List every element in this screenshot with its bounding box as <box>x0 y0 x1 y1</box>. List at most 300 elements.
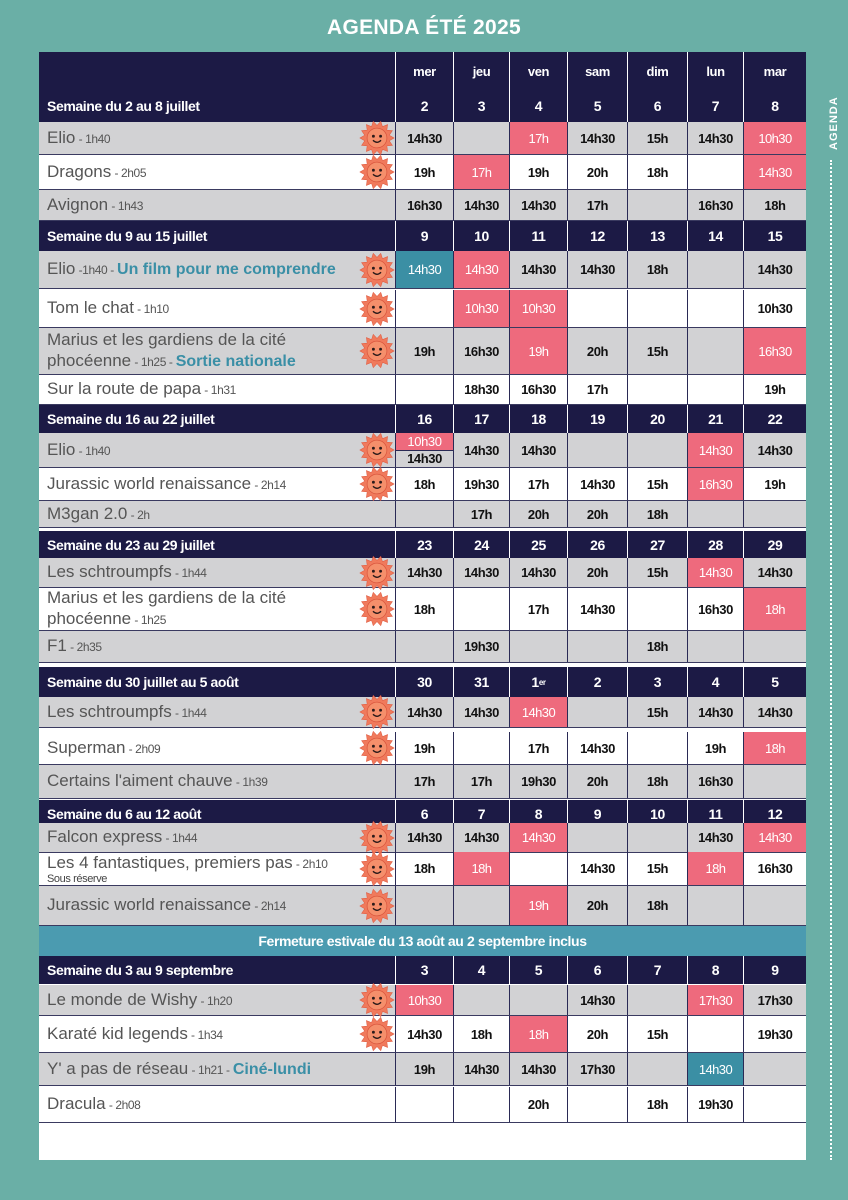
showtime-cell <box>509 985 567 1015</box>
showtime-cell: 18h <box>743 190 806 220</box>
week-date <box>567 221 627 251</box>
week-date <box>509 956 567 984</box>
film-title-cell <box>39 433 395 467</box>
date-number: 3 <box>420 962 429 978</box>
showtime-cell: 14h30 <box>687 433 743 467</box>
showtime-cell <box>627 1053 687 1085</box>
film-title-cell <box>39 468 395 500</box>
week-date <box>509 221 567 251</box>
week-date <box>687 531 743 558</box>
showtime-cell <box>395 501 453 527</box>
showtime-bottom: 14h30 <box>407 451 442 467</box>
showtime-cell: 19h30 <box>743 1016 806 1052</box>
showtime-cell: 10h30 <box>453 290 509 327</box>
week-label: Semaine du 6 au 12 août <box>47 805 202 822</box>
showtime-cell: 14h30 <box>453 433 509 467</box>
film-title-wrap <box>39 588 395 630</box>
week-header <box>39 531 806 558</box>
film-duration: -1h40 - <box>78 263 114 277</box>
film-note: Un film pour me comprendre <box>117 261 336 278</box>
film-title-cell <box>39 631 395 662</box>
film-row <box>39 697 806 728</box>
date-number: 9 <box>593 805 602 822</box>
film-title-wrap <box>39 330 395 372</box>
week-date <box>395 405 453 433</box>
film-row <box>39 251 806 289</box>
showtime-cell <box>627 823 687 852</box>
week-date <box>453 90 509 122</box>
date-number: 13 <box>650 228 665 244</box>
showtime-cell: 19h30 <box>453 468 509 500</box>
week-label: Semaine du 9 au 15 juillet <box>47 228 207 244</box>
date-number: 30 <box>417 674 432 690</box>
closure-text: Fermeture estivale du 13 août au 2 septembre inclus <box>258 933 587 949</box>
date-number: 7 <box>653 962 662 978</box>
film-row <box>39 886 806 926</box>
showtime-cell: 19h <box>509 886 567 925</box>
week-label: Semaine du 2 au 8 juillet <box>47 98 200 114</box>
day-name-sam: sam <box>567 52 627 90</box>
showtime-cell <box>567 697 627 727</box>
showtime-cell: 17h <box>453 155 509 189</box>
film-title-wrap <box>39 853 374 885</box>
film-title-cell <box>39 558 395 587</box>
showtime-cell <box>627 732 687 764</box>
film-duration: - 1h10 <box>137 302 169 316</box>
showtime-cell: 20h <box>567 558 627 587</box>
showtime-cell: 20h <box>509 501 567 527</box>
showtime-cell: 14h30 <box>743 558 806 587</box>
showtime-cell: 14h30 <box>687 122 743 154</box>
week-date <box>627 221 687 251</box>
date-number: 28 <box>708 536 723 553</box>
showtime-cell <box>743 631 806 662</box>
showtime-cell: 15h <box>627 852 687 885</box>
showtime-cell: 10h30 <box>509 290 567 327</box>
showtime-cell <box>687 501 743 527</box>
showtime-cell: 14h30 <box>567 122 627 154</box>
film-title-wrap <box>39 1059 357 1080</box>
date-number: 8 <box>711 962 720 978</box>
sun-icon <box>359 888 395 924</box>
showtime-cell: 18h30 <box>453 375 509 404</box>
showtime-cell <box>627 290 687 327</box>
showtime-cell: 14h30 <box>567 588 627 630</box>
week-label: Semaine du 23 au 29 juillet <box>47 536 215 553</box>
showtime-cell: 14h30 <box>567 985 627 1015</box>
date-number: 5 <box>593 98 602 114</box>
showtime-cell <box>627 190 687 220</box>
film-title: Elio <box>47 127 76 147</box>
film-duration: - 1h44 <box>174 705 207 720</box>
showtime-cell: 14h30 <box>509 190 567 220</box>
showtime-cell <box>743 501 806 527</box>
film-title: Falcon express <box>47 827 163 846</box>
showtime-cell: 14h30 <box>687 1053 743 1085</box>
film-title-wrap <box>39 1094 186 1115</box>
day-name-ven: ven <box>509 52 567 90</box>
film-note: Ciné-lundi <box>232 1060 312 1078</box>
film-duration: - 1h25 - <box>134 355 173 369</box>
showtime-cell: 14h30 <box>743 823 806 852</box>
film-row <box>39 468 806 501</box>
film-row <box>39 328 806 375</box>
showtime-cell <box>687 328 743 374</box>
showtime-cell <box>687 251 743 288</box>
date-number: 11 <box>708 805 723 822</box>
sun-icon <box>359 432 395 468</box>
film-row <box>39 631 806 663</box>
showtime-cell: 16h30 <box>509 375 567 404</box>
film-row <box>39 433 806 468</box>
showtime-cell <box>567 433 627 467</box>
sun-icon <box>359 291 395 327</box>
showtime-cell <box>687 886 743 925</box>
showtime-cell: 14h30 <box>453 823 509 852</box>
showtime-cell: 14h30 <box>567 732 627 764</box>
film-title-cell <box>39 1087 395 1122</box>
showtime-cell <box>395 886 453 925</box>
film-title: M3gan 2.0 <box>47 503 128 523</box>
film-title-wrap <box>39 771 313 792</box>
film-title: Superman <box>47 737 126 757</box>
sun-icon <box>359 333 395 369</box>
showtime-cell <box>627 985 687 1015</box>
week-date <box>743 405 806 433</box>
showtime-cell <box>627 588 687 630</box>
showtime-cell: 18h <box>627 1087 687 1122</box>
showtime-cell <box>687 375 743 404</box>
week-date <box>687 667 743 697</box>
week-date <box>567 956 627 984</box>
film-note: Sortie nationale <box>175 353 296 370</box>
sun-icon <box>359 252 395 288</box>
film-row <box>39 852 806 886</box>
showtime-cell: 19h <box>395 1053 453 1085</box>
film-duration: - 1h39 <box>235 775 268 789</box>
film-row <box>39 765 806 799</box>
film-title-wrap <box>39 562 253 583</box>
showtime-cell: 10h30 <box>743 290 806 327</box>
film-title-cell <box>39 375 395 404</box>
film-title: F1 <box>47 636 67 655</box>
showtime-cell: 14h30 <box>453 697 509 727</box>
showtime-cell: 19h <box>395 155 453 189</box>
showtime-cell: 14h30 <box>743 155 806 189</box>
film-title-cell <box>39 155 395 189</box>
showtime-cell: 19h30 <box>453 631 509 662</box>
week-label: Semaine du 3 au 9 septembre <box>47 962 234 978</box>
showtime-top: 10h30 <box>396 433 453 451</box>
showtime-cell: 14h30 <box>453 558 509 587</box>
showtime-cell <box>567 631 627 662</box>
date-number: 10 <box>474 228 489 244</box>
sun-icon <box>359 591 395 627</box>
showtime-cell: 14h30 <box>687 558 743 587</box>
film-title-cell <box>39 886 395 925</box>
date-number: 22 <box>767 411 783 427</box>
film-title-wrap <box>39 636 148 657</box>
week-date <box>627 667 687 697</box>
week-date <box>567 405 627 433</box>
showtime-cell: 18h <box>453 1016 509 1052</box>
showtime-cell: 17h30 <box>567 1053 627 1085</box>
showtime-cell: 19h <box>743 375 806 404</box>
film-title: Marius et les gardiens de la cité phocéenne <box>47 588 287 628</box>
sun-icon <box>359 851 395 887</box>
week-date <box>687 90 743 122</box>
showtime-cell: 15h <box>627 697 687 727</box>
showtime-cell: 17h30 <box>743 985 806 1015</box>
week-header <box>39 667 806 697</box>
showtime-cell <box>743 1053 806 1085</box>
showtime-cell <box>627 375 687 404</box>
film-row <box>39 558 806 588</box>
film-duration: - 1h44 <box>174 566 207 580</box>
week-date <box>743 221 806 251</box>
showtime-cell: 14h30 <box>453 190 509 220</box>
showtime-cell: 14h30 <box>687 697 743 727</box>
week-date <box>453 956 509 984</box>
date-number: 14 <box>708 228 723 244</box>
showtime-cell <box>567 823 627 852</box>
film-title-cell <box>39 823 395 852</box>
ordinal-suffix: er <box>538 677 546 687</box>
film-duration: - 1h43 <box>111 198 143 213</box>
showtime-cell: 18h <box>627 886 687 925</box>
film-title-cell <box>39 251 395 288</box>
sun-icon <box>359 120 395 156</box>
date-number: 21 <box>708 411 723 427</box>
week-date <box>687 405 743 433</box>
date-number: 27 <box>650 536 665 553</box>
week-date <box>395 531 453 558</box>
film-title: Y' a pas de réseau <box>47 1058 189 1078</box>
film-title-cell <box>39 732 395 764</box>
film-title: Dragons <box>47 161 112 181</box>
showtime-cell: 19h <box>395 732 453 764</box>
film-title-wrap <box>39 702 253 723</box>
film-duration: - 2h09 <box>128 741 161 756</box>
showtime-cell: 20h <box>509 1087 567 1122</box>
film-title-wrap <box>39 440 156 461</box>
week-date <box>627 90 687 122</box>
sun-icon <box>359 694 395 730</box>
sun-icon <box>359 982 395 1018</box>
date-number: 2 <box>593 674 602 690</box>
showtime-cell <box>687 631 743 662</box>
date-number: 15 <box>767 228 783 244</box>
agenda-table <box>39 52 806 1160</box>
date-number: 16 <box>417 411 432 427</box>
showtime-cell: 17h <box>509 732 567 764</box>
sun-icon <box>359 1016 395 1052</box>
showtime-cell: 17h <box>453 501 509 527</box>
week-date <box>453 221 509 251</box>
showtime-cell: 18h <box>627 765 687 798</box>
week-header <box>39 221 806 251</box>
week-header <box>39 405 806 433</box>
showtime-cell: 19h30 <box>687 1087 743 1122</box>
film-title-cell <box>39 1053 395 1085</box>
showtime-cell: 18h <box>627 501 687 527</box>
film-title: Elio <box>47 259 76 278</box>
showtime-cell <box>453 1087 509 1122</box>
date-number: 29 <box>767 536 783 553</box>
date-number: 8 <box>534 805 543 822</box>
film-title: Le monde de Wishy <box>47 989 198 1009</box>
showtime-cell <box>687 290 743 327</box>
showtime-cell <box>395 433 453 467</box>
showtime-cell: 14h30 <box>395 558 453 587</box>
showtime-cell: 16h30 <box>395 190 453 220</box>
showtime-cell <box>687 155 743 189</box>
date-number: 4 <box>534 98 543 114</box>
film-title-wrap <box>39 195 189 216</box>
date-number: 8 <box>771 98 779 114</box>
sun-icon <box>359 466 395 502</box>
week-date <box>627 956 687 984</box>
film-title-wrap <box>39 738 206 759</box>
day-name-dim: dim <box>627 52 687 90</box>
sun-icon <box>359 154 395 190</box>
date-number: 18 <box>531 411 546 427</box>
showtime-cell: 20h <box>567 501 627 527</box>
film-duration: - 1h40 <box>78 131 111 146</box>
showtime-cell: 18h <box>395 468 453 500</box>
week-date <box>687 221 743 251</box>
date-number: 9 <box>420 228 429 244</box>
showtime-cell <box>453 732 509 764</box>
film-title-wrap <box>39 298 215 319</box>
day-name-mar: mar <box>743 52 806 90</box>
showtime-cell: 15h <box>627 558 687 587</box>
film-row <box>39 985 806 1016</box>
showtime-cell: 10h30 <box>395 985 453 1015</box>
showtime-cell <box>509 631 567 662</box>
sun-icon <box>359 555 395 591</box>
date-number: 9 <box>771 962 779 978</box>
film-row <box>39 1053 806 1086</box>
week-header <box>39 956 806 984</box>
showtime-cell <box>567 290 627 327</box>
showtime-cell: 15h <box>627 468 687 500</box>
showtime-cell: 15h <box>627 328 687 374</box>
showtime-cell: 18h <box>395 588 453 630</box>
day-name-jeu: jeu <box>453 52 509 90</box>
side-dotted-line <box>830 160 832 1160</box>
week-date <box>395 90 453 122</box>
showtime-cell: 14h30 <box>395 697 453 727</box>
showtime-cell: 20h <box>567 1016 627 1052</box>
showtime-cell <box>453 985 509 1015</box>
film-duration: - 1h31 <box>204 383 236 397</box>
showtime-cell <box>453 886 509 925</box>
film-duration: - 2h08 <box>108 1098 141 1112</box>
film-title-wrap <box>39 827 243 848</box>
showtime-cell: 18h <box>509 1016 567 1052</box>
showtime-cell: 14h30 <box>509 251 567 288</box>
date-number: 4 <box>477 962 486 978</box>
date-number: 31 <box>474 674 489 690</box>
film-row <box>39 290 806 328</box>
date-number: 17 <box>474 411 489 427</box>
week-date <box>567 667 627 697</box>
showtime-cell: 17h <box>509 468 567 500</box>
showtime-cell: 19h <box>509 155 567 189</box>
showtime-cell: 14h30 <box>509 558 567 587</box>
showtime-cell: 17h <box>509 122 567 154</box>
film-title: Tom le chat <box>47 298 134 317</box>
film-title-cell <box>39 190 395 220</box>
showtime-cell <box>687 1016 743 1052</box>
date-number: 5 <box>534 962 543 978</box>
film-duration: - 1h25 <box>134 613 166 627</box>
showtime-cell: 17h <box>509 588 567 630</box>
week-date <box>567 90 627 122</box>
film-title: Les schtroumpfs <box>47 562 172 581</box>
page-title: AGENDA ÉTÉ 2025 <box>327 16 521 39</box>
film-title-wrap <box>39 474 332 495</box>
showtime-cell: 14h30 <box>395 122 453 154</box>
film-title: Sur la route de papa <box>47 379 202 398</box>
film-title-wrap <box>39 379 282 400</box>
film-title-wrap <box>39 259 382 280</box>
showtime-cell: 16h30 <box>743 852 806 885</box>
film-title-wrap <box>39 128 156 149</box>
corner-cell <box>39 52 395 90</box>
date-number: 7 <box>477 805 486 822</box>
showtime-cell: 19h <box>509 328 567 374</box>
date-number: 19 <box>590 411 605 427</box>
showtime-cell <box>743 1087 806 1122</box>
date-number: 12 <box>590 228 605 244</box>
day-name-mer: mer <box>395 52 453 90</box>
film-title-cell <box>39 328 395 374</box>
date-number: 6 <box>653 98 662 114</box>
week-date <box>627 405 687 433</box>
film-title-wrap <box>39 990 278 1011</box>
showtime-cell: 16h30 <box>687 468 743 500</box>
showtime-cell <box>395 1087 453 1122</box>
showtime-cell: 14h30 <box>395 251 453 288</box>
showtime-cell: 19h30 <box>509 765 567 798</box>
film-title-cell <box>39 1016 395 1052</box>
showtime-cell: 14h30 <box>509 697 567 727</box>
showtime-cell: 18h <box>627 251 687 288</box>
film-row <box>39 588 806 631</box>
film-row <box>39 1016 806 1053</box>
week-date <box>687 956 743 984</box>
date-number: 6 <box>593 962 602 978</box>
showtime-cell <box>743 886 806 925</box>
week-date <box>453 405 509 433</box>
showtime-cell <box>395 631 453 662</box>
film-title-cell <box>39 588 395 630</box>
film-title-cell <box>39 765 395 798</box>
film-row <box>39 823 806 853</box>
film-title: Certains l'aiment chauve <box>47 771 233 790</box>
film-title-cell <box>39 697 395 727</box>
showtime-cell: 18h <box>687 852 743 885</box>
film-title: Karaté kid legends <box>47 1023 188 1043</box>
showtime-cell: 18h <box>627 631 687 662</box>
film-duration: - 2h35 <box>70 640 102 654</box>
showtime-cell: 14h30 <box>743 251 806 288</box>
showtime-cell <box>453 588 509 630</box>
film-row <box>39 155 806 190</box>
film-duration: - 1h34 <box>191 1027 223 1042</box>
